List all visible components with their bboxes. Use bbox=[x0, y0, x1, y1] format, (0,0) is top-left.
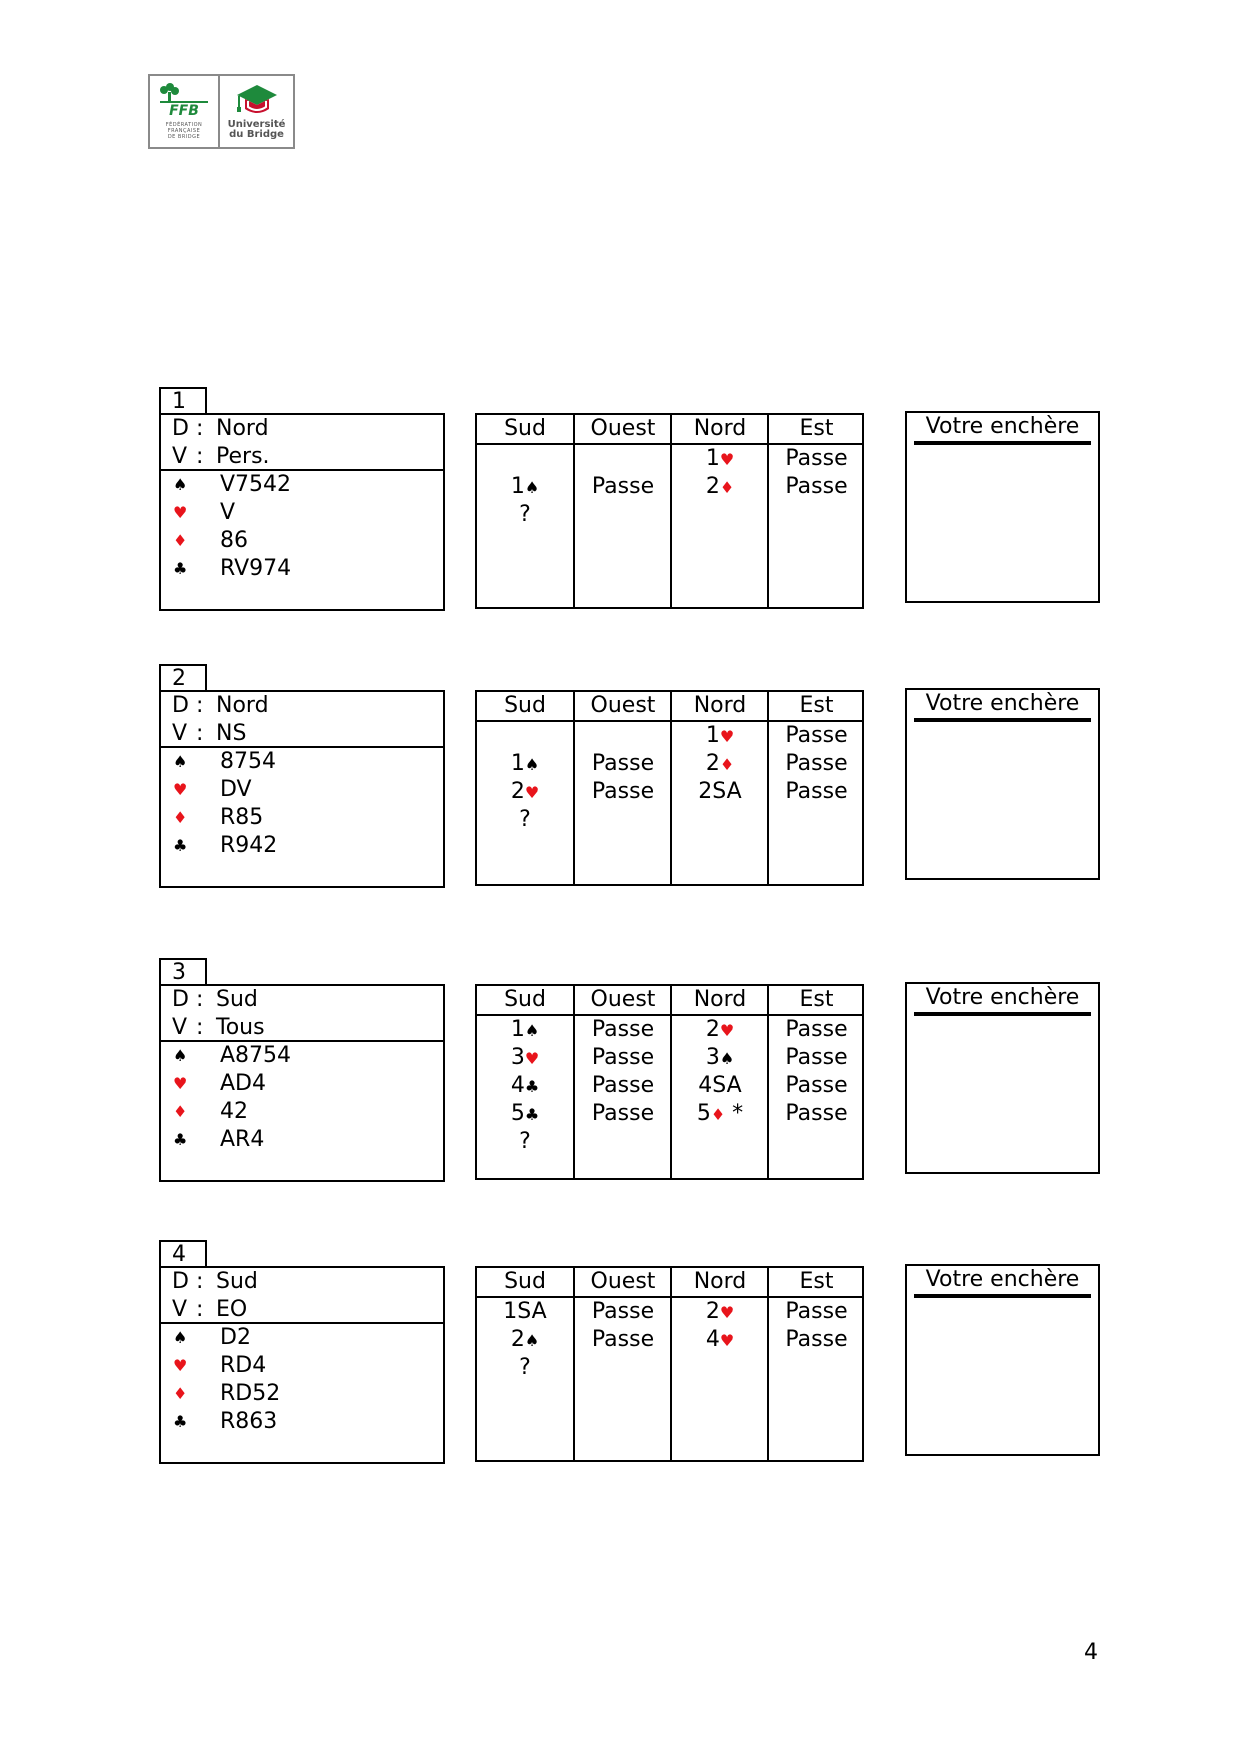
dealer-row bbox=[161, 415, 443, 443]
auction-header-est: Est bbox=[769, 1268, 864, 1298]
bid-suit-icon: ♥ bbox=[719, 1021, 735, 1040]
diamonds-icon: ♦ bbox=[173, 1102, 188, 1121]
spades-icon: ♠ bbox=[173, 475, 188, 494]
bid-level: 4 bbox=[705, 1327, 720, 1352]
hand-spades-row bbox=[161, 471, 443, 499]
bid-level: Passe bbox=[591, 1017, 655, 1042]
bid-suit-icon: ♥ bbox=[719, 1303, 735, 1322]
answer-title: Votre enchère bbox=[914, 1266, 1091, 1298]
answer-title: Votre enchère bbox=[914, 690, 1091, 722]
answer-box[interactable] bbox=[905, 982, 1100, 1174]
vuln-label: V bbox=[172, 444, 188, 469]
vulnerability-row bbox=[161, 1014, 443, 1042]
bid-level: ? bbox=[519, 807, 531, 832]
auction-cell bbox=[477, 1100, 573, 1128]
hand-hearts: V bbox=[220, 500, 236, 525]
clubs-icon: ♣ bbox=[173, 1412, 188, 1431]
bid-level: 1 bbox=[510, 751, 525, 776]
auction-cell bbox=[575, 1298, 671, 1326]
deal-number: 4 bbox=[159, 1240, 207, 1268]
universite-text bbox=[228, 120, 286, 140]
auction-cell bbox=[477, 750, 573, 778]
bid-level: 1 bbox=[705, 723, 720, 748]
hand-clubs-row bbox=[161, 1408, 443, 1436]
auction-column-est bbox=[767, 1268, 864, 1460]
auction-cell bbox=[769, 1072, 864, 1100]
bid-level: Passe bbox=[785, 1045, 848, 1070]
auction-column-nord bbox=[670, 1268, 768, 1460]
colon: : bbox=[196, 693, 204, 718]
universite-logo bbox=[220, 76, 293, 147]
bid-level: Passe bbox=[785, 446, 848, 471]
ub-line-1: Université bbox=[227, 119, 286, 130]
hand-header bbox=[161, 415, 443, 471]
hand-spades: A8754 bbox=[220, 1043, 292, 1068]
hand-box bbox=[159, 1266, 445, 1464]
ffb-subtitle bbox=[166, 122, 203, 140]
vulnerability-row bbox=[161, 443, 443, 471]
hand-clubs: RV974 bbox=[220, 556, 292, 581]
dealer-row bbox=[161, 692, 443, 720]
dealer-row bbox=[161, 1268, 443, 1296]
bid-level: Passe bbox=[785, 723, 848, 748]
hand-spades: 8754 bbox=[220, 749, 276, 774]
diamonds-icon: ♦ bbox=[173, 1384, 188, 1403]
auction-cell bbox=[769, 1016, 864, 1044]
spades-icon: ♠ bbox=[173, 752, 188, 771]
hand-hearts-row bbox=[161, 499, 443, 527]
hand-diamonds-row bbox=[161, 1098, 443, 1126]
bid-suit-icon: ♥ bbox=[524, 1049, 540, 1068]
auction-header-ouest: Ouest bbox=[575, 1268, 671, 1298]
answer-title: Votre enchère bbox=[914, 984, 1091, 1016]
auction-cell bbox=[672, 1326, 768, 1354]
auction-cell bbox=[769, 1100, 864, 1128]
deal-3 bbox=[0, 958, 1239, 1188]
auction-column-est bbox=[767, 415, 864, 607]
auction-cell bbox=[477, 473, 573, 501]
ffb-logo bbox=[150, 76, 220, 147]
hand-box bbox=[159, 690, 445, 888]
hand-hearts-row bbox=[161, 1352, 443, 1380]
hand-diamonds: RD52 bbox=[220, 1381, 281, 1406]
auction-header-nord: Nord bbox=[672, 415, 768, 445]
bid-level: Passe bbox=[785, 1299, 848, 1324]
auction-cell bbox=[575, 1016, 671, 1044]
auction-column-ouest bbox=[573, 415, 671, 607]
auction-column-nord bbox=[670, 415, 768, 607]
hand-clubs: R863 bbox=[220, 1409, 278, 1434]
auction-header-ouest: Ouest bbox=[575, 692, 671, 722]
hand-hearts-row bbox=[161, 776, 443, 804]
auction-cell bbox=[477, 501, 573, 529]
hand-clubs-row bbox=[161, 555, 443, 583]
auction-cell bbox=[477, 1128, 573, 1156]
bid-level: ? bbox=[519, 1129, 531, 1154]
auction-header-nord: Nord bbox=[672, 986, 768, 1016]
auction-cell bbox=[575, 722, 671, 750]
bid-level: Passe bbox=[591, 751, 655, 776]
auction-header-sud: Sud bbox=[477, 692, 573, 722]
ub-line-2: du Bridge bbox=[229, 129, 284, 140]
hand-hearts-row bbox=[161, 1070, 443, 1098]
auction-cell bbox=[477, 1044, 573, 1072]
hand-diamonds-row bbox=[161, 804, 443, 832]
hand-spades-row bbox=[161, 1042, 443, 1070]
auction-column-ouest bbox=[573, 986, 671, 1178]
dealer-label: D bbox=[172, 987, 189, 1012]
vuln-label: V bbox=[172, 721, 188, 746]
dealer-value: Nord bbox=[216, 416, 269, 441]
auction-cell bbox=[769, 722, 864, 750]
auction-column-ouest bbox=[573, 692, 671, 884]
bid-level: 2 bbox=[705, 1299, 720, 1324]
bid-suit-icon: ♣ bbox=[524, 1105, 540, 1124]
auction-cell bbox=[769, 1044, 864, 1072]
hand-spades-row bbox=[161, 748, 443, 776]
auction-cell bbox=[672, 1298, 768, 1326]
colon: : bbox=[196, 1015, 204, 1040]
hand-diamonds: 86 bbox=[220, 528, 248, 553]
bid-suit-icon: ♠ bbox=[719, 1049, 735, 1068]
colon: : bbox=[196, 987, 204, 1012]
auction-cell bbox=[672, 778, 768, 806]
bid-level: 2 bbox=[705, 751, 720, 776]
auction-header-ouest: Ouest bbox=[575, 986, 671, 1016]
diamonds-icon: ♦ bbox=[173, 531, 188, 550]
vuln-label: V bbox=[172, 1015, 188, 1040]
bid-suit-icon: ♥ bbox=[719, 727, 735, 746]
ffb-sub-1: FÉDÉRATION bbox=[165, 122, 203, 128]
bid-level: Passe bbox=[591, 474, 655, 499]
dealer-row bbox=[161, 986, 443, 1014]
colon: : bbox=[196, 1269, 204, 1294]
hand-spades: D2 bbox=[220, 1325, 251, 1350]
auction-column-sud bbox=[477, 415, 573, 607]
bid-level: Passe bbox=[591, 1073, 655, 1098]
deal-number: 3 bbox=[159, 958, 207, 986]
bid-level: 2 bbox=[705, 474, 720, 499]
auction-cell bbox=[769, 1326, 864, 1354]
auction-cell bbox=[769, 1298, 864, 1326]
auction-header-est: Est bbox=[769, 986, 864, 1016]
spades-icon: ♠ bbox=[173, 1046, 188, 1065]
auction-cell bbox=[575, 1044, 671, 1072]
bid-suit-icon: ♦ bbox=[710, 1105, 726, 1124]
auction-cell bbox=[477, 1072, 573, 1100]
vulnerability-row bbox=[161, 1296, 443, 1324]
hand-hearts: AD4 bbox=[220, 1071, 266, 1096]
clubs-icon: ♣ bbox=[173, 1130, 188, 1149]
bid-level: Passe bbox=[591, 1101, 655, 1126]
auction-cell bbox=[477, 1354, 573, 1382]
hand-box bbox=[159, 984, 445, 1182]
auction-header-sud: Sud bbox=[477, 986, 573, 1016]
bid-level: 1 bbox=[510, 1017, 525, 1042]
dealer-value: Sud bbox=[216, 1269, 258, 1294]
bid-level: ? bbox=[519, 1355, 531, 1380]
hearts-icon: ♥ bbox=[173, 780, 188, 799]
auction-cell bbox=[575, 778, 671, 806]
hand-spades: V7542 bbox=[220, 472, 292, 497]
bid-level: Passe bbox=[785, 751, 848, 776]
auction-cell bbox=[769, 778, 864, 806]
bid-suit-icon: ♠ bbox=[524, 1331, 540, 1350]
auction-cell bbox=[672, 473, 768, 501]
auction-header-nord: Nord bbox=[672, 692, 768, 722]
bid-level: 4SA bbox=[698, 1073, 742, 1098]
auction-cell bbox=[477, 1016, 573, 1044]
hand-header bbox=[161, 1268, 443, 1324]
deal-4 bbox=[0, 1240, 1239, 1470]
bid-level: 1 bbox=[705, 446, 720, 471]
auction-cell bbox=[477, 1298, 573, 1326]
page-number: 4 bbox=[1084, 1640, 1098, 1665]
hand-diamonds: 42 bbox=[220, 1099, 248, 1124]
bid-level: 5 bbox=[696, 1101, 711, 1126]
hand-clubs-row bbox=[161, 832, 443, 860]
hand-diamonds-row bbox=[161, 1380, 443, 1408]
hand-diamonds-row bbox=[161, 527, 443, 555]
auction-column-nord bbox=[670, 692, 768, 884]
auction-column-nord bbox=[670, 986, 768, 1178]
auction-cell bbox=[575, 1326, 671, 1354]
auction-column-sud bbox=[477, 1268, 573, 1460]
spades-icon: ♠ bbox=[173, 1328, 188, 1347]
auction-header-nord: Nord bbox=[672, 1268, 768, 1298]
clubs-icon: ♣ bbox=[173, 559, 188, 578]
vuln-value: Pers. bbox=[216, 444, 270, 469]
bid-level: Passe bbox=[785, 1327, 848, 1352]
bid-suit-icon: ♠ bbox=[524, 755, 540, 774]
bid-suit-icon: ♦ bbox=[719, 478, 735, 497]
hand-clubs: R942 bbox=[220, 833, 278, 858]
auction-header-sud: Sud bbox=[477, 1268, 573, 1298]
auction-cell bbox=[672, 1072, 768, 1100]
bid-level: Passe bbox=[591, 779, 655, 804]
bid-level: ? bbox=[519, 502, 531, 527]
logo bbox=[148, 74, 295, 149]
hearts-icon: ♥ bbox=[173, 503, 188, 522]
auction-cell bbox=[575, 1072, 671, 1100]
ffb-sub-2: FRANÇAISE bbox=[167, 128, 201, 134]
hearts-icon: ♥ bbox=[173, 1074, 188, 1093]
auction-cell bbox=[672, 1044, 768, 1072]
bid-level: Passe bbox=[591, 1299, 655, 1324]
auction-cell bbox=[575, 1100, 671, 1128]
auction-cell bbox=[575, 750, 671, 778]
bid-level: 1SA bbox=[503, 1299, 547, 1324]
auction-table bbox=[475, 413, 864, 609]
auction-cell bbox=[477, 1326, 573, 1354]
hand-diamonds: R85 bbox=[220, 805, 264, 830]
dealer-label: D bbox=[172, 693, 189, 718]
answer-box[interactable] bbox=[905, 411, 1100, 603]
hand-hearts: RD4 bbox=[220, 1353, 267, 1378]
bid-suit-icon: ♦ bbox=[719, 755, 735, 774]
bid-level: Passe bbox=[785, 1017, 848, 1042]
bid-suit-icon: ♠ bbox=[524, 478, 540, 497]
auction-cell bbox=[672, 1100, 768, 1128]
auction-cell bbox=[477, 778, 573, 806]
bid-suit-icon: ♠ bbox=[524, 1021, 540, 1040]
bid-level: 2 bbox=[510, 779, 525, 804]
hand-box bbox=[159, 413, 445, 611]
answer-title: Votre enchère bbox=[914, 413, 1091, 445]
colon: : bbox=[196, 721, 204, 746]
auction-header-sud: Sud bbox=[477, 415, 573, 445]
auction-table bbox=[475, 984, 864, 1180]
vulnerability-row bbox=[161, 720, 443, 748]
diamonds-icon: ♦ bbox=[173, 808, 188, 827]
vuln-label: V bbox=[172, 1297, 188, 1322]
bid-level: 4 bbox=[510, 1073, 525, 1098]
answer-box[interactable] bbox=[905, 1264, 1100, 1456]
hand-hearts: DV bbox=[220, 777, 252, 802]
auction-cell bbox=[672, 1016, 768, 1044]
deal-number: 1 bbox=[159, 387, 207, 415]
graduation-cap-icon bbox=[235, 83, 279, 117]
hand-header bbox=[161, 986, 443, 1042]
auction-cell bbox=[575, 473, 671, 501]
bid-level: 2 bbox=[705, 1017, 720, 1042]
dealer-label: D bbox=[172, 1269, 189, 1294]
auction-cell bbox=[769, 473, 864, 501]
auction-column-sud bbox=[477, 692, 573, 884]
hand-header bbox=[161, 692, 443, 748]
bid-suit-icon: ♥ bbox=[524, 783, 540, 802]
bid-level: 5 bbox=[510, 1101, 525, 1126]
auction-cell bbox=[769, 445, 864, 473]
auction-cell bbox=[672, 722, 768, 750]
bid-level: 2 bbox=[510, 1327, 525, 1352]
clubs-icon: ♣ bbox=[173, 836, 188, 855]
bid-level: 1 bbox=[510, 474, 525, 499]
colon: : bbox=[196, 416, 204, 441]
auction-column-ouest bbox=[573, 1268, 671, 1460]
hand-spades-row bbox=[161, 1324, 443, 1352]
colon: : bbox=[196, 1297, 204, 1322]
auction-cell bbox=[769, 750, 864, 778]
vuln-value: EO bbox=[216, 1297, 248, 1322]
dealer-label: D bbox=[172, 416, 189, 441]
auction-cell bbox=[477, 806, 573, 834]
dealer-value: Sud bbox=[216, 987, 258, 1012]
deal-number: 2 bbox=[159, 664, 207, 692]
bid-level: Passe bbox=[785, 474, 848, 499]
hand-clubs: AR4 bbox=[220, 1127, 265, 1152]
bid-level: Passe bbox=[591, 1045, 655, 1070]
hearts-icon: ♥ bbox=[173, 1356, 188, 1375]
hand-clubs-row bbox=[161, 1126, 443, 1154]
bid-suit-icon: ♥ bbox=[719, 1331, 735, 1350]
auction-column-est bbox=[767, 986, 864, 1178]
ffb-word: FFB bbox=[169, 103, 199, 119]
bid-suit-icon: ♥ bbox=[719, 450, 735, 469]
clover-tree-icon bbox=[158, 83, 210, 103]
auction-cell bbox=[575, 445, 671, 473]
bid-level: Passe bbox=[785, 1073, 848, 1098]
auction-table bbox=[475, 690, 864, 886]
bid-level: Passe bbox=[591, 1327, 655, 1352]
bid-level: Passe bbox=[785, 779, 848, 804]
bid-alert: * bbox=[725, 1101, 744, 1126]
colon: : bbox=[196, 444, 204, 469]
auction-cell bbox=[477, 722, 573, 750]
dealer-value: Nord bbox=[216, 693, 269, 718]
bid-suit-icon: ♣ bbox=[524, 1077, 540, 1096]
bid-level: Passe bbox=[785, 1101, 848, 1126]
deal-2 bbox=[0, 664, 1239, 894]
vuln-value: NS bbox=[216, 721, 247, 746]
answer-box[interactable] bbox=[905, 688, 1100, 880]
vuln-value: Tous bbox=[216, 1015, 265, 1040]
bid-level: 2SA bbox=[698, 779, 742, 804]
auction-header-est: Est bbox=[769, 692, 864, 722]
auction-header-ouest: Ouest bbox=[575, 415, 671, 445]
auction-column-est bbox=[767, 692, 864, 884]
ffb-sub-3: DE BRIDGE bbox=[167, 134, 201, 140]
bid-level: 3 bbox=[510, 1045, 525, 1070]
deal-1 bbox=[0, 387, 1239, 617]
auction-cell bbox=[477, 445, 573, 473]
bid-level: 3 bbox=[705, 1045, 720, 1070]
auction-column-sud bbox=[477, 986, 573, 1178]
auction-cell bbox=[672, 445, 768, 473]
auction-header-est: Est bbox=[769, 415, 864, 445]
auction-cell bbox=[672, 750, 768, 778]
auction-table bbox=[475, 1266, 864, 1462]
